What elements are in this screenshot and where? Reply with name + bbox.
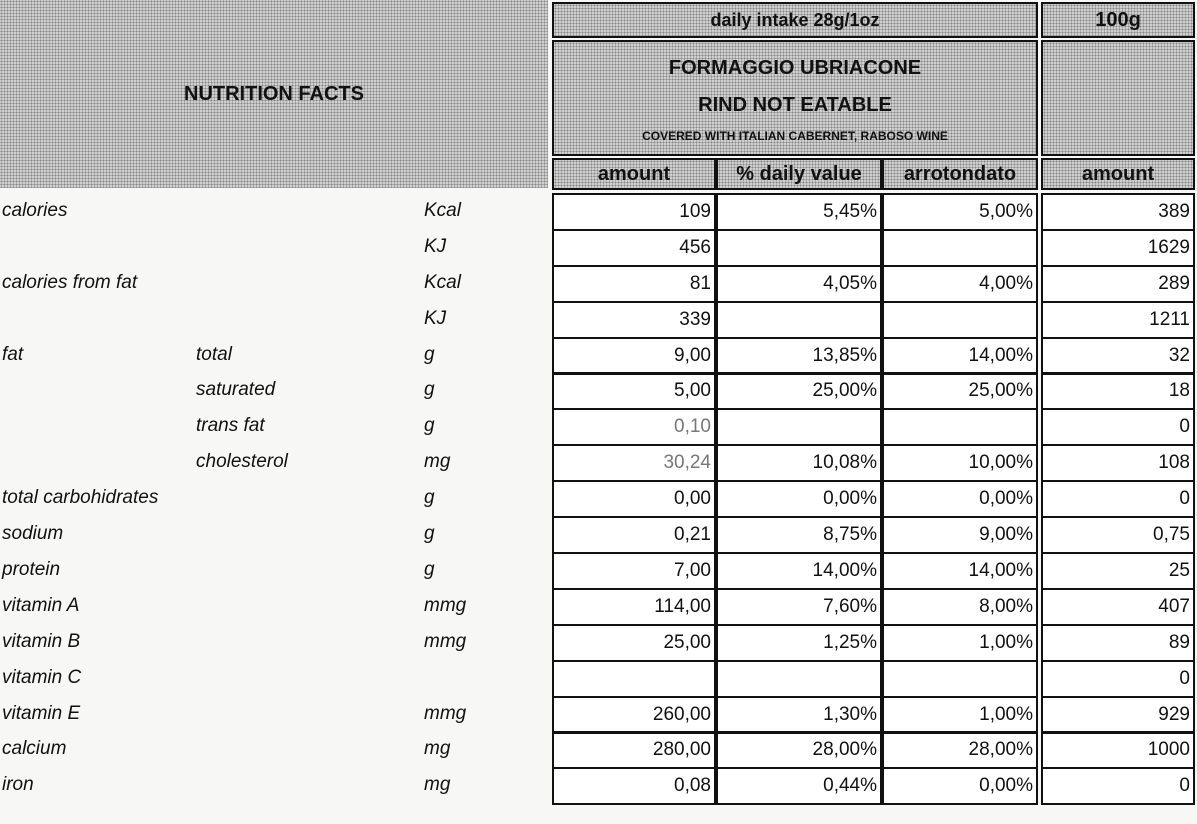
- covered-note: COVERED WITH ITALIAN CABERNET, RABOSO WINE: [642, 129, 948, 143]
- amount-value: [552, 660, 716, 698]
- amount-value: 5,00: [552, 373, 716, 411]
- amount-100g-value: 108: [1041, 444, 1195, 482]
- unit-label: Kcal: [424, 199, 461, 221]
- amount-value: 456: [552, 229, 716, 267]
- page-title: NUTRITION FACTS: [184, 82, 364, 105]
- amount-100g-value: 32: [1041, 337, 1195, 375]
- amount-100g-value: 25: [1041, 552, 1195, 590]
- amount-100g-value: 0: [1041, 408, 1195, 446]
- nutrient-label: [2, 408, 202, 444]
- nutrient-label: [2, 301, 202, 337]
- unit-label: [424, 660, 524, 696]
- amount-value: 0,21: [552, 516, 716, 554]
- amount-value: 25,00: [552, 624, 716, 662]
- sub-label: [196, 552, 376, 588]
- unit-label: g: [424, 487, 435, 509]
- sub-label: [196, 480, 376, 516]
- sub-label: [196, 516, 376, 552]
- sub-label: [196, 301, 376, 337]
- daily-value: [716, 660, 882, 698]
- sub-label: [196, 732, 376, 768]
- per-100g-header: [1041, 2, 1195, 38]
- daily-value: 28,00%: [716, 732, 882, 770]
- col-amount-label: amount: [597, 162, 671, 185]
- amount-100g-value: 0,75: [1041, 516, 1195, 554]
- sub-label: [196, 229, 376, 265]
- daily-value: 8,75%: [716, 516, 882, 554]
- rounded-value: [882, 301, 1038, 339]
- amount-100g-value: 0: [1041, 767, 1195, 805]
- rounded-value: 25,00%: [882, 373, 1038, 411]
- unit-label: g: [424, 415, 435, 437]
- sub-label: [196, 696, 376, 732]
- daily-value: 4,05%: [716, 265, 882, 303]
- unit-label: KJ: [424, 235, 447, 257]
- unit-label: Kcal: [424, 271, 461, 293]
- daily-value: 10,08%: [716, 444, 882, 482]
- daily-value: [716, 301, 882, 339]
- col-rounded-label: arrotondato: [903, 162, 1017, 185]
- rounded-value: [882, 660, 1038, 698]
- daily-value: 0,00%: [716, 480, 882, 518]
- unit-label: KJ: [424, 307, 447, 329]
- nutrient-label: iron: [2, 774, 34, 796]
- sub-label: total: [196, 343, 232, 365]
- rounded-value: [882, 229, 1038, 267]
- nutrient-label: calories from fat: [2, 271, 138, 293]
- unit-label: mmg: [424, 594, 467, 616]
- amount-value: 30,24: [552, 444, 716, 482]
- amount-value: 7,00: [552, 552, 716, 590]
- per-100g-label: 100g: [1095, 8, 1141, 31]
- rounded-value: 14,00%: [882, 337, 1038, 375]
- rounded-value: 0,00%: [882, 767, 1038, 805]
- daily-value: 7,60%: [716, 588, 882, 626]
- amount-value: 9,00: [552, 337, 716, 375]
- nutrient-label: total carbohidrates: [2, 487, 159, 509]
- product-block: [552, 40, 1038, 156]
- amount-100g-value: 929: [1041, 696, 1195, 734]
- daily-intake-label: daily intake 28g/1oz: [710, 9, 880, 30]
- sub-label: cholesterol: [196, 451, 288, 473]
- nutrient-label: calories: [2, 199, 68, 221]
- sub-label: [196, 193, 376, 229]
- daily-value: 0,44%: [716, 767, 882, 805]
- rounded-value: 28,00%: [882, 732, 1038, 770]
- daily-value: 14,00%: [716, 552, 882, 590]
- amount-value: 0,10: [552, 408, 716, 446]
- col-amount-header: [552, 158, 716, 190]
- col-daily-value-label: % daily value: [736, 162, 862, 185]
- sub-label: [196, 624, 376, 660]
- daily-value: 25,00%: [716, 373, 882, 411]
- unit-label: g: [424, 523, 435, 545]
- unit-label: mg: [424, 738, 451, 760]
- nutrient-label: [2, 373, 202, 409]
- amount-100g-value: 1000: [1041, 732, 1195, 770]
- amount-100g-value: 0: [1041, 660, 1195, 698]
- rounded-value: 4,00%: [882, 265, 1038, 303]
- amount-100g-value: 407: [1041, 588, 1195, 626]
- unit-label: mmg: [424, 630, 467, 652]
- sub-label: [196, 265, 376, 301]
- daily-value: 1,25%: [716, 624, 882, 662]
- amount-value: 0,08: [552, 767, 716, 805]
- nutrient-label: fat: [2, 343, 24, 365]
- amount-value: 280,00: [552, 732, 716, 770]
- daily-value: 1,30%: [716, 696, 882, 734]
- amount-100g-value: 0: [1041, 480, 1195, 518]
- daily-value: [716, 408, 882, 446]
- nutrient-label: sodium: [2, 523, 64, 545]
- sub-label: trans fat: [196, 415, 265, 437]
- product-name: FORMAGGIO UBRIACONE: [668, 56, 922, 79]
- per-100g-shade: [1041, 40, 1195, 156]
- nutrient-label: vitamin C: [2, 666, 82, 688]
- unit-label: g: [424, 558, 435, 580]
- col-amount-100g-header: [1041, 158, 1195, 190]
- daily-value: 13,85%: [716, 337, 882, 375]
- nutrient-label: [2, 444, 202, 480]
- sub-label: [196, 588, 376, 624]
- title-block: [0, 0, 548, 188]
- unit-label: mmg: [424, 702, 467, 724]
- nutrient-label: [2, 229, 202, 265]
- amount-value: 109: [552, 193, 716, 231]
- nutrient-label: vitamin B: [2, 630, 81, 652]
- amount-100g-value: 389: [1041, 193, 1195, 231]
- rounded-value: 10,00%: [882, 444, 1038, 482]
- nutrient-label: protein: [2, 558, 61, 580]
- amount-value: 0,00: [552, 480, 716, 518]
- unit-label: g: [424, 379, 435, 401]
- nutrient-label: vitamin A: [2, 594, 80, 616]
- sub-label: saturated: [196, 379, 276, 401]
- sub-label: [196, 660, 376, 696]
- amount-100g-value: 1211: [1041, 301, 1195, 339]
- amount-value: 260,00: [552, 696, 716, 734]
- rounded-value: 9,00%: [882, 516, 1038, 554]
- unit-label: mg: [424, 451, 451, 473]
- rounded-value: 0,00%: [882, 480, 1038, 518]
- rounded-value: 1,00%: [882, 696, 1038, 734]
- daily-value: [716, 229, 882, 267]
- rounded-value: 8,00%: [882, 588, 1038, 626]
- amount-100g-value: 289: [1041, 265, 1195, 303]
- rounded-value: 1,00%: [882, 624, 1038, 662]
- col-rounded-header: [882, 158, 1038, 190]
- rounded-value: [882, 408, 1038, 446]
- col-daily-value-header: [716, 158, 882, 190]
- amount-100g-value: 89: [1041, 624, 1195, 662]
- amount-value: 81: [552, 265, 716, 303]
- daily-value: 5,45%: [716, 193, 882, 231]
- rounded-value: 14,00%: [882, 552, 1038, 590]
- amount-value: 114,00: [552, 588, 716, 626]
- nutrient-label: vitamin E: [2, 702, 81, 724]
- nutrient-label: calcium: [2, 738, 67, 760]
- amount-100g-value: 1629: [1041, 229, 1195, 267]
- col-amount-100g-label: amount: [1081, 162, 1155, 185]
- sub-label: [196, 767, 376, 803]
- amount-value: 339: [552, 301, 716, 339]
- daily-intake-header: [552, 2, 1038, 38]
- amount-100g-value: 18: [1041, 373, 1195, 411]
- product-note: RIND NOT EATABLE: [698, 93, 892, 116]
- unit-label: mg: [424, 774, 451, 796]
- rounded-value: 5,00%: [882, 193, 1038, 231]
- unit-label: g: [424, 343, 435, 365]
